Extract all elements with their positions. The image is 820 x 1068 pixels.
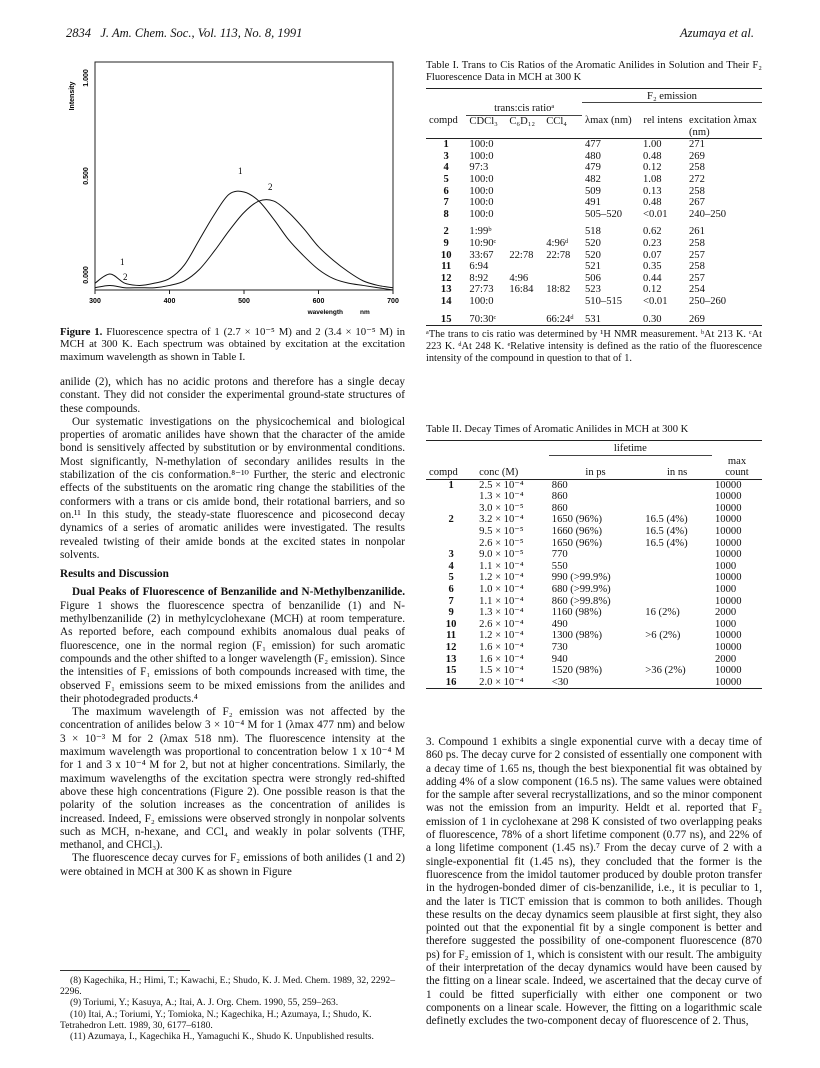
table-2-row bbox=[426, 572, 762, 584]
table-cell: 2.0 × 10⁻⁴ bbox=[479, 676, 524, 688]
table-cell bbox=[642, 654, 712, 666]
table-cell: 2000 bbox=[715, 653, 737, 665]
table-cell: 506 bbox=[585, 272, 601, 284]
compound-number: 10 bbox=[445, 618, 457, 630]
table-cell: 10000 bbox=[715, 630, 742, 642]
table-2-row bbox=[426, 642, 762, 654]
compound-number: 9 bbox=[448, 607, 454, 619]
table-cell: <0.01 bbox=[643, 295, 668, 307]
table-cell bbox=[506, 139, 543, 151]
table-2-row bbox=[426, 503, 762, 515]
compound-number bbox=[426, 538, 476, 550]
table-cell: 0.35 bbox=[643, 261, 662, 273]
table-cell: 1.2 × 10⁻⁴ bbox=[479, 572, 524, 584]
compound-number bbox=[426, 503, 476, 515]
table-2-row bbox=[426, 526, 762, 538]
fluorescence-spectra-chart bbox=[60, 52, 405, 320]
table-cell bbox=[642, 572, 712, 584]
col-header-c6d12: C₆D₁₂ bbox=[509, 115, 536, 127]
table-1-row bbox=[426, 139, 762, 151]
table-cell: 2.5 × 10⁻⁴ bbox=[479, 479, 524, 491]
table-cell: 491 bbox=[585, 197, 601, 209]
table-cell: 8:92 bbox=[469, 272, 489, 284]
table-cell: 10000 bbox=[715, 665, 742, 677]
table-cell bbox=[543, 209, 582, 221]
table-cell: 70:30ᶜ bbox=[469, 313, 497, 325]
table-cell: 3.0 × 10⁻⁵ bbox=[479, 502, 524, 514]
table-cell bbox=[543, 162, 582, 174]
col-header-cdcl3: CDCl₃ bbox=[469, 115, 498, 127]
paragraph-5: The fluorescence decay curves for F₂ emissions of both anilides (1 and 2) were obtained in MCH at 300 K as shown in Figure bbox=[60, 852, 405, 878]
subsection-heading: Dual Peaks of Fluorescence of Benzanilide and N-Methylbenzanilide. bbox=[72, 586, 405, 599]
table-2-row bbox=[426, 630, 762, 642]
compound-number bbox=[426, 491, 476, 503]
curve-label-1-low: 1 bbox=[120, 257, 125, 267]
curve-label-2-low: 2 bbox=[123, 272, 128, 282]
table-cell: 2.6 × 10⁻⁵ bbox=[479, 537, 524, 549]
table-cell: 100:0 bbox=[469, 173, 494, 185]
compound-number: 4 bbox=[448, 560, 454, 572]
table-1-row bbox=[426, 162, 762, 174]
table-cell: 1.2 × 10⁻⁴ bbox=[479, 630, 524, 642]
table-cell: 1.3 × 10⁻⁴ bbox=[479, 491, 524, 503]
table-cell: 10000 bbox=[715, 526, 742, 538]
compound-number: 7 bbox=[443, 197, 449, 209]
table-cell bbox=[543, 226, 582, 238]
table-2-title: Table II. Decay Times of Aromatic Anilides in MCH at 300 K bbox=[426, 424, 689, 435]
table-cell: 22:78 bbox=[509, 249, 534, 261]
compound-number: 15 bbox=[440, 313, 452, 325]
x-tick-label: 300 bbox=[89, 298, 101, 305]
compound-number: 6 bbox=[443, 185, 449, 197]
table-2-row bbox=[426, 549, 762, 561]
table-cell: 521 bbox=[585, 261, 601, 273]
table-cell bbox=[506, 261, 543, 273]
y-tick-0.5: 0.500 bbox=[83, 167, 90, 185]
table-cell: 1.6 × 10⁻⁴ bbox=[479, 653, 524, 665]
references bbox=[60, 975, 405, 1042]
y-tick-1: 1.000 bbox=[83, 69, 90, 87]
reference-8: (8) Kagechika, H.; Himi, T.; Kawachi, E.; Shudo, K. J. Med. Chem. 1989, 32, 2292–2296. bbox=[60, 975, 395, 998]
figure-1 bbox=[60, 52, 405, 320]
table-cell bbox=[543, 139, 582, 151]
table-cell: 257 bbox=[689, 272, 705, 284]
table-1-row bbox=[426, 238, 762, 250]
spectrum-curve-1 bbox=[95, 191, 393, 290]
x-tick-label: 400 bbox=[163, 298, 176, 305]
table-cell: 250–260 bbox=[689, 295, 727, 307]
table-cell: 860 bbox=[551, 479, 568, 491]
table-cell: 0.30 bbox=[643, 313, 662, 325]
table-cell: 271 bbox=[689, 139, 705, 151]
table-cell bbox=[543, 261, 582, 273]
table-cell: 100:0 bbox=[469, 185, 494, 197]
table-cell bbox=[543, 151, 582, 163]
table-2-row bbox=[426, 619, 762, 631]
table-cell bbox=[506, 238, 543, 250]
y-axis-title: Intensity bbox=[69, 81, 76, 111]
table-1-row bbox=[426, 250, 762, 262]
table-cell: 4:96 bbox=[509, 272, 529, 284]
table-cell: 1650 (96%) bbox=[551, 514, 603, 526]
table-cell: 16:84 bbox=[509, 284, 534, 296]
table-2-row bbox=[426, 538, 762, 550]
table-cell bbox=[642, 584, 712, 596]
table-cell: 680 (>99.9%) bbox=[551, 584, 611, 596]
table-cell: 1650 (96%) bbox=[551, 537, 603, 549]
table-2-row bbox=[426, 514, 762, 526]
table-cell: 269 bbox=[689, 313, 705, 325]
page-number: 2834 bbox=[66, 26, 91, 40]
x-tick-label: 600 bbox=[312, 298, 325, 305]
table-cell bbox=[506, 174, 543, 186]
table-cell bbox=[642, 596, 712, 608]
table-cell: 1000 bbox=[715, 618, 737, 630]
table-cell: 730 bbox=[551, 642, 568, 653]
t2-col-ps: in ps bbox=[585, 467, 606, 479]
table-cell: 10000 bbox=[715, 502, 742, 514]
table-cell: 22:78 bbox=[546, 249, 571, 261]
table-cell: 27:73 bbox=[469, 284, 494, 296]
table-cell bbox=[642, 479, 712, 491]
paragraph-4: The maximum wavelength of F₂ emission was not affected by the concentration of anilides below 3 × 10⁻⁴ M for 1 (λmax 477 nm) and below 3 × 10⁻³ M for 2 (λmax 518 nm). The fluorescence intensity at the maximum wavelength was proportional to concentration below 1 x 10⁻⁴ M for 1 and 3 x 10⁻⁴ M for 2, but not at higher concentrations. Similarly, the maximum wavelengths of the excitation spectra were strongly red-shifted above these high concentrations (Figure 2). One possible reason is that the polarity of the solution increases as the concentration of anilides is increased. Indeed, F₂ emissions were observed strongly in nonpolar solvents such as MCH, n-hexane, and CCl₄ and weakly in polar solvents (THF, methanol, and CHCl₃). bbox=[60, 706, 405, 852]
table-cell bbox=[506, 151, 543, 163]
table-cell: 10000 bbox=[715, 549, 742, 561]
paragraph-3: Figure 1 shows the fluorescence spectra of benzanilide (1) and N-methylbenzanilide (2) in methylcyclohexane (MCH) at room temperature. As reported before, each compound exhibits anomalous dual peaks of fluorescence, one in the normal region (F₁ emission) for such aromatic compounds and the other shifted to a longer wavelength (F₂ emission). Since the intensities of F₁ emissions of both compounds increased with time, the observed F₁ emissions seem to be mixed emissions from the anilides and their photodegraded products.⁴ bbox=[60, 599, 405, 705]
compound-number: 2 bbox=[443, 226, 449, 238]
table-cell: 1660 (96%) bbox=[551, 526, 603, 538]
table-cell bbox=[543, 186, 582, 198]
table-cell: 1000 bbox=[715, 584, 737, 596]
table-cell: 0.12 bbox=[643, 284, 662, 296]
table-cell: 1.5 × 10⁻⁴ bbox=[479, 665, 524, 677]
table-cell bbox=[506, 186, 543, 198]
table-cell: 10:90ᶜ bbox=[469, 237, 497, 249]
figure-1-label: Figure 1. bbox=[60, 326, 103, 338]
table-cell bbox=[642, 619, 712, 631]
table-cell: 523 bbox=[585, 284, 601, 296]
table-cell: 240–250 bbox=[689, 208, 727, 220]
table-1 bbox=[426, 60, 762, 365]
table-1-row bbox=[426, 226, 762, 238]
table-2-row bbox=[426, 491, 762, 503]
x-axis-unit: nm bbox=[360, 309, 370, 316]
table-1-row bbox=[426, 296, 762, 308]
table-cell: 990 (>99.9%) bbox=[551, 572, 611, 584]
col-header-compd: compd bbox=[429, 115, 458, 126]
table-cell bbox=[506, 209, 543, 221]
table-cell: 269 bbox=[689, 150, 705, 162]
table-1-row bbox=[426, 186, 762, 198]
compound-number: 11 bbox=[446, 630, 457, 642]
x-tick-label: 700 bbox=[387, 298, 399, 305]
reference-11: (11) Azumaya, I., Kagechika H., Yamaguchi K., Shudo K. Unpublished results. bbox=[70, 1031, 374, 1043]
compound-number: 13 bbox=[445, 653, 457, 665]
table-cell: 16.5 (4%) bbox=[645, 537, 688, 549]
col-header-rel-intens: rel intens bbox=[643, 115, 683, 126]
table-cell: <30 bbox=[551, 676, 569, 688]
table-cell: 258 bbox=[689, 162, 705, 174]
compound-number: 4 bbox=[443, 162, 449, 174]
curve-label-2-high: 2 bbox=[268, 182, 273, 192]
table-cell bbox=[506, 226, 543, 238]
table-1-title: Table I. Trans to Cis Ratios of the Aromatic Anilides in Solution and Their F₂ Fluorescence Data in MCH at 300 K bbox=[426, 60, 762, 84]
table-2-row bbox=[426, 665, 762, 677]
section-heading: Results and Discussion bbox=[60, 568, 169, 581]
figure-1-caption-text: Fluorescence spectra of 1 (2.7 × 10⁻⁵ M) and 2 (3.4 × 10⁻⁵ M) in MCH at 300 K. Each spectrum was obtained by excitation at the excitation maximum wavelength as shown in Table I. bbox=[60, 326, 405, 363]
table-cell: 482 bbox=[585, 173, 601, 185]
paragraph-1: anilide (2), which has no acidic protons and therefore has a single decay constant. They did not consider the experimental ground-state structures of these compounds. bbox=[60, 376, 405, 415]
table-cell: 18:82 bbox=[546, 284, 571, 296]
table-cell: 10000 bbox=[715, 572, 742, 584]
table-cell: 490 bbox=[551, 618, 568, 630]
compound-number: 6 bbox=[448, 584, 454, 596]
x-axis-title: wavelength bbox=[307, 309, 343, 316]
table-1-row bbox=[426, 314, 762, 326]
table-2-row bbox=[426, 677, 762, 689]
table-cell: 10000 bbox=[715, 537, 742, 549]
table-2 bbox=[426, 424, 762, 689]
t2-col-conc: conc (M) bbox=[479, 467, 519, 479]
compound-number: 1 bbox=[443, 139, 449, 151]
plot-frame bbox=[95, 62, 393, 290]
table-cell: 258 bbox=[689, 261, 705, 273]
table-1-footnote: ᵃThe trans to cis ratio was determined by ¹H NMR measurement. ᵇAt 213 K. ᶜAt 223 K. ᵈAt 248 K. ᵉRelative intensity is defined as the ratio of the fluorescence intensity of the compound in question to that of 1. bbox=[426, 329, 762, 365]
table-cell bbox=[642, 677, 712, 689]
table-1-row bbox=[426, 273, 762, 285]
table-cell bbox=[642, 642, 712, 654]
table-cell bbox=[642, 549, 712, 561]
compound-number: 3 bbox=[448, 549, 454, 561]
compound-number: 5 bbox=[448, 572, 454, 584]
table-cell: 0.13 bbox=[643, 185, 662, 197]
reference-9: (9) Toriumi, Y.; Kasuya, A.; Itai, A. J. Org. Chem. 1990, 55, 259–263. bbox=[70, 997, 339, 1009]
table-cell: 505–520 bbox=[585, 208, 623, 220]
y-tick-0: 0.000 bbox=[83, 266, 90, 284]
table-1-row bbox=[426, 174, 762, 186]
table-cell: 509 bbox=[585, 185, 601, 197]
table-cell bbox=[506, 197, 543, 209]
table-2-row bbox=[426, 561, 762, 573]
col-header-lambda-max: λmax (nm) bbox=[585, 115, 632, 126]
compound-number: 2 bbox=[448, 514, 454, 526]
table-cell: 1160 (98%) bbox=[551, 607, 602, 619]
col-header-ccl4: CCl₄ bbox=[546, 115, 567, 127]
table-cell: 267 bbox=[689, 197, 705, 209]
figure-1-caption bbox=[60, 326, 405, 363]
compound-number: 7 bbox=[448, 595, 454, 607]
paragraph-2: Our systematic investigations on the physicochemical and biological properties of aromatic anilides have shown that the character of the amide bond is sensitively affected by substitution or by environmental conditions. Most significantly, N-methylation of secondary anilides results in the stabilization of the cis conformation.⁸⁻¹⁰ Further, the steric and electronic effects of the substituents on the aromatic ring change the stabilities of the conformers with a trans or cis amide bond, their rotational barriers, and so on.¹¹ In this study, the steady-state fluorescence and picosecond decay dynamics of a series of aromatic anilides were investigated. The results revealed twisting of their amide bonds at the excited states in nonpolar solvents. bbox=[60, 415, 405, 561]
table-1-row bbox=[426, 209, 762, 221]
table-cell: 1520 (98%) bbox=[551, 665, 603, 677]
table-2-row bbox=[426, 596, 762, 608]
table-cell: 1.08 bbox=[643, 173, 662, 185]
table-cell: 2.6 × 10⁻⁴ bbox=[479, 618, 524, 630]
table-cell: 100:0 bbox=[469, 295, 494, 307]
left-column-body bbox=[60, 376, 405, 879]
table-cell: 10000 bbox=[715, 676, 742, 688]
table-cell: 1.3 × 10⁻⁴ bbox=[479, 607, 524, 619]
table-cell: 16 (2%) bbox=[645, 607, 680, 619]
t2-col-compd: compd bbox=[429, 467, 458, 479]
right-paragraph: 3. Compound 1 exhibits a single exponential curve with a decay time of 860 ps. The decay curve for 2 consisted of essentially one component with a decay time of 1.65 ns, though the best biexponential fit was obtained by adding 4% of a slow component (16.5 ns). The same values were obtained for the sample after several recrystallizations, and so the minor component was not the emission from an impurity. Heldt et al. reported that F₂ emission of 1 in cyclohexane at 298 K consisted of two overlapping peaks of fluorescence, 78% of a short lifetime component (0.77 ns), and 22% of a long lifetime component (1.45 ns).⁷ From the decay curve of 2 with a single-exponential fit (1.45 ns), they concluded that the former is the fluorescence from the imidol tautomer produced by double proton transfer in the hydrogen-bonded dimer of cis-benzanilide, i.e., it is peculiar to 1, and the later is TICT emission that is common to both anilides. Though these results on the decay dynamics seem plausible at first sight, they also pointed out that the exponential fit by a single component is better and therefore suggested the possibility of one-component fluorescence (870 ps) for F₂ emission of 1, which is consistent with our result. The ambiguity of their interpretation of the decay dynamics would have been caused by the fitting on a linear scale. Indeed, we ascertained that the decay curve of 1 could be fitted superficially with either one component or two components on a linear scale. However, the fitting on a logarithmic scale definetly excludes the two-component decay of fluorescence of 2. Thus, bbox=[426, 736, 762, 1028]
table-cell bbox=[543, 174, 582, 186]
table-cell: 520 bbox=[585, 249, 601, 261]
x-tick-label: 500 bbox=[238, 298, 250, 305]
table-cell bbox=[642, 503, 712, 515]
table-1-row bbox=[426, 151, 762, 163]
table-cell: 940 bbox=[551, 653, 568, 665]
t2-col-max-count: max count bbox=[725, 455, 749, 479]
journal-citation: J. Am. Chem. Soc., Vol. 113, No. 8, 1991 bbox=[100, 26, 303, 40]
table-cell: 2000 bbox=[715, 607, 737, 619]
compound-number: 3 bbox=[443, 150, 449, 162]
table-cell: 100:0 bbox=[469, 139, 494, 151]
table-cell: <0.01 bbox=[643, 208, 668, 220]
table-cell: 1.1 × 10⁻⁴ bbox=[479, 595, 524, 607]
table-1-row bbox=[426, 261, 762, 273]
table-cell: 257 bbox=[689, 249, 705, 261]
table-cell: 258 bbox=[689, 185, 705, 197]
table-cell: 10000 bbox=[715, 595, 742, 607]
compound-number: 14 bbox=[440, 295, 452, 307]
table-cell: 0.12 bbox=[643, 162, 662, 174]
table-cell: 1:99ᵇ bbox=[469, 226, 492, 238]
table-cell bbox=[642, 491, 712, 503]
table-2-row bbox=[426, 654, 762, 666]
compound-number: 10 bbox=[440, 249, 452, 261]
table-cell: 3.2 × 10⁻⁴ bbox=[479, 514, 524, 526]
table-cell: 520 bbox=[585, 237, 601, 249]
table-cell: 518 bbox=[585, 226, 601, 238]
table-cell: 0.48 bbox=[643, 150, 662, 162]
compound-number: 5 bbox=[443, 173, 449, 185]
table-cell: 9.0 × 10⁻⁵ bbox=[479, 549, 524, 561]
table-cell bbox=[506, 162, 543, 174]
table-cell: 0.48 bbox=[643, 197, 662, 209]
table-1-row bbox=[426, 284, 762, 296]
table-cell: 258 bbox=[689, 237, 705, 249]
table-cell: 550 bbox=[551, 560, 568, 572]
compound-number: 11 bbox=[441, 261, 452, 273]
table-2-grid bbox=[426, 440, 762, 689]
table-cell: 9.5 × 10⁻⁵ bbox=[479, 526, 524, 538]
table-cell: 1000 bbox=[715, 560, 737, 572]
table-cell bbox=[506, 296, 543, 308]
table-cell: 479 bbox=[585, 162, 601, 174]
footnote-rule bbox=[60, 970, 190, 971]
table-cell: 97:3 bbox=[469, 162, 489, 174]
table-cell: 10000 bbox=[715, 479, 742, 491]
table-cell: 100:0 bbox=[469, 197, 494, 209]
table-cell: 6:94 bbox=[469, 261, 489, 273]
table-cell: 0.44 bbox=[643, 272, 662, 284]
col-header-excitation: excitation λmax (nm) bbox=[689, 115, 757, 138]
lifetime-group: lifetime bbox=[549, 441, 712, 456]
table-cell: 10000 bbox=[715, 514, 742, 526]
table-cell: 16.5 (4%) bbox=[645, 526, 688, 538]
table-cell: 1300 (98%) bbox=[551, 630, 603, 642]
table-cell: 10000 bbox=[715, 642, 742, 653]
compound-number: 15 bbox=[445, 665, 457, 677]
compound-number: 9 bbox=[443, 237, 449, 249]
table-cell: 0.23 bbox=[643, 237, 662, 249]
table-cell: 480 bbox=[585, 150, 601, 162]
ratio-group: trans:cis ratioᵃ bbox=[466, 103, 582, 115]
table-cell: >6 (2%) bbox=[645, 630, 681, 642]
table-cell: 261 bbox=[689, 226, 705, 238]
table-cell: 477 bbox=[585, 139, 601, 151]
running-authors: Azumaya et al. bbox=[680, 26, 754, 40]
table-cell: 4:96ᵈ bbox=[546, 237, 569, 249]
compound-number: 12 bbox=[440, 272, 452, 284]
table-cell: 33:67 bbox=[469, 249, 494, 261]
table-cell: >36 (2%) bbox=[645, 665, 686, 677]
compound-number: 13 bbox=[440, 284, 452, 296]
table-cell bbox=[543, 197, 582, 209]
table-cell: 770 bbox=[551, 549, 568, 561]
table-1-row bbox=[426, 197, 762, 209]
table-cell: 254 bbox=[689, 284, 705, 296]
table-cell bbox=[642, 561, 712, 573]
table-cell: 10000 bbox=[715, 491, 742, 503]
compound-number: 1 bbox=[448, 479, 454, 491]
page-header-left bbox=[66, 26, 302, 41]
table-2-row bbox=[426, 584, 762, 596]
table-cell: 1.1 × 10⁻⁴ bbox=[479, 560, 524, 572]
compound-number: 8 bbox=[443, 208, 449, 220]
table-cell: 0.07 bbox=[643, 249, 662, 261]
table-cell: 860 bbox=[551, 502, 568, 514]
curve-label-1-high: 1 bbox=[238, 166, 243, 176]
reference-10: (10) Itai, A.; Toriumi, Y.; Tomioka, N.; Kagechika, H.; Azumaya, I.; Shudo, K. Tetrahedron Lett. 1989, 30, 6177–6180. bbox=[60, 1008, 372, 1031]
table-cell: 1.00 bbox=[643, 139, 662, 151]
table-cell bbox=[543, 273, 582, 285]
f2-emission-group: F₂ emission bbox=[582, 88, 762, 103]
compound-number: 12 bbox=[445, 642, 457, 653]
table-2-row bbox=[426, 607, 762, 619]
t2-col-ns: in ns bbox=[666, 467, 688, 479]
table-1-grid bbox=[426, 88, 762, 326]
table-cell: 1.0 × 10⁻⁴ bbox=[479, 584, 524, 596]
compound-number: 16 bbox=[445, 676, 457, 688]
table-cell: 531 bbox=[585, 313, 601, 325]
table-cell bbox=[506, 314, 543, 326]
table-cell: 16.5 (4%) bbox=[645, 514, 688, 526]
compound-number bbox=[426, 526, 476, 538]
table-cell: 510–515 bbox=[585, 295, 623, 307]
table-2-row bbox=[426, 479, 762, 491]
table-cell: 860 bbox=[551, 491, 568, 503]
spectrum-curve-2 bbox=[95, 200, 393, 288]
table-cell: 1.6 × 10⁻⁴ bbox=[479, 642, 524, 653]
table-cell: 100:0 bbox=[469, 150, 494, 162]
table-cell: 66:24ᵈ bbox=[546, 313, 574, 325]
table-cell: 860 (>99.8%) bbox=[551, 595, 611, 607]
table-cell: 0.62 bbox=[643, 226, 662, 238]
table-cell: 100:0 bbox=[469, 208, 494, 220]
table-cell bbox=[543, 296, 582, 308]
table-cell: 272 bbox=[689, 173, 705, 185]
right-column-body bbox=[426, 736, 762, 1029]
